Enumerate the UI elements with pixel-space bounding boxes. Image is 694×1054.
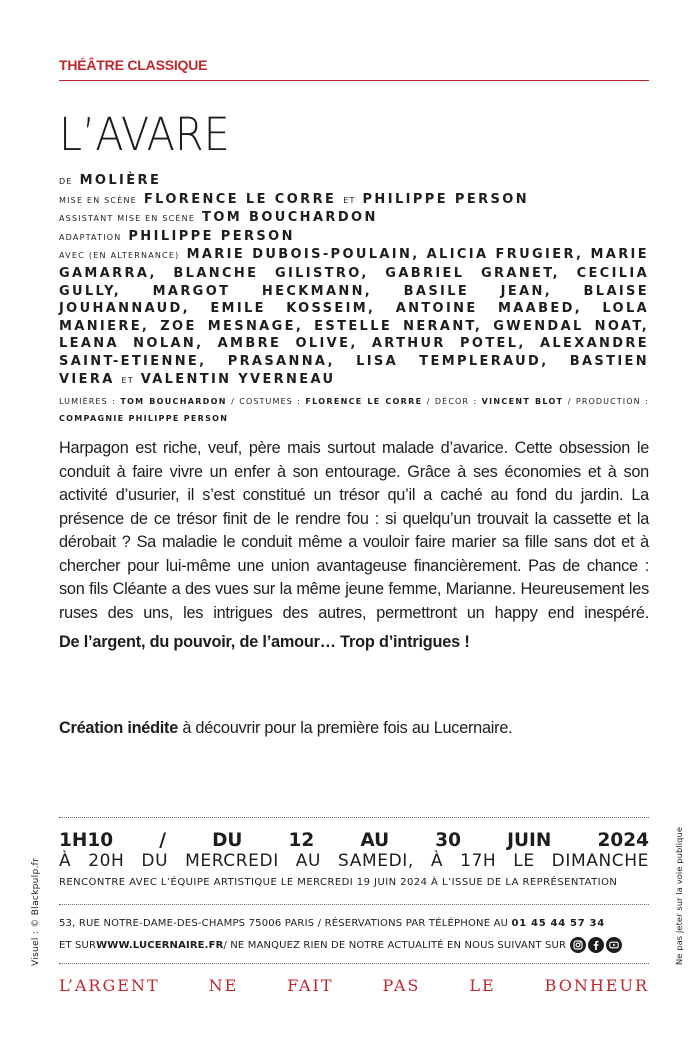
run-dates: 1H10 / DU 12 AU 30 JUIN 2024 <box>59 830 649 851</box>
credit-director: MISE EN SCÈNE FLORENCE LE CORRE ET PHILIPPE PERSON <box>59 191 530 207</box>
dotted-divider-middle <box>59 904 649 905</box>
credit-assistant: ASSISTANT MISE EN SCÈNE TOM BOUCHARDON <box>59 210 378 226</box>
show-times: À 20H DU MERCREDI AU SAMEDI, À 17H LE DIMANCHE <box>59 851 649 871</box>
category-label: THÉÂTRE CLASSIQUE <box>59 57 208 73</box>
credit-author: DE MOLIÈRE <box>59 173 162 188</box>
credit-technical: LUMIÈRES : TOM BOUCHARDON / COSTUMES : FLORENCE LE CORRE / DÉCOR : VINCENT BLOT / PRODUCTION : COMPAGNIE PHILIPPE PERSON <box>59 397 649 423</box>
tagline: De l’argent, du pouvoir, de l’amour… Trop d’intrigues ! <box>59 633 470 651</box>
synopsis-text: Harpagon est riche, veuf, père mais surtout malade d’avarice. Cette obsession le conduit à faire vivre un enfer à son entourage. Grâce à ses économies et à son activité d’usurier, il s’est constitué un trésor qu’il a caché au fond du jardin. La présence de ce trésor finit de le rendre fou : si quelqu’un trouvait la cassette et la dérobait ? Sa maladie le conduit même a vouloir faire marier sa fille sans dot et à chercher pour lui-même une union avantageuse financièrement. Pas de chance : son fils Cléante a des vues sur la même jeune femme, Marianne. Heureusement les ruses des uns, les intrigues des autres, permettront un happy end inespéré. <box>59 439 649 622</box>
play-title: L’AVARE <box>59 108 230 161</box>
social-icons <box>570 937 622 953</box>
facebook-icon[interactable] <box>588 937 604 953</box>
program-page <box>59 0 649 1054</box>
address-line: 53, RUE NOTRE-DAME-DES-CHAMPS 75006 PARIS / RÉSERVATIONS PAR TÉLÉPHONE AU 01 45 44 57 34 <box>59 918 605 929</box>
motto: L’ARGENT NE FAIT PAS LE BONHEUR <box>59 976 649 995</box>
website-link[interactable]: WWW.LUCERNAIRE.FR <box>96 939 224 951</box>
credits-block <box>59 172 649 427</box>
artist-meeting: RENCONTRE AVEC L’ÉQUIPE ARTISTIQUE LE MERCREDI 19 JUIN 2024 À L’ISSUE DE LA REPRÉSENTATION <box>59 877 618 888</box>
credit-adaptation: ADAPTATION PHILIPPE PERSON <box>59 228 295 244</box>
credit-cast: AVEC (EN ALTERNANCE) MARIE DUBOIS-POULAIN, ALICIA FRUGIER, MARIE GAMARRA, BLANCHE GILISTRO, GABRIEL GRANET, CECILIA GULLY, MARGOT HECKMANN, BASILE JEAN, BLAISE JOUHANNAUD, EMILE KOSSEIM, ANTOINE MAABED, LOLA MANIERE, ZOE MESNAGE, ESTELLE NERANT, GWENDAL NOAT, LEANA NOLAN, AMBRE OLIVE, ARTHUR POTEL, ALEXANDRE SAINT-ETIENNE, PRASANNA, LISA TEMPLERAUD, BASTIEN VIERA ET VALENTIN YVERNEAU <box>59 247 649 387</box>
phone-number[interactable]: 01 45 44 57 34 <box>511 918 605 929</box>
dotted-divider-bottom <box>59 963 649 964</box>
dotted-divider-top <box>59 817 649 818</box>
red-divider <box>59 80 649 81</box>
visual-credit: Visuel : © Blackpulp.fr <box>31 857 41 966</box>
youtube-icon[interactable] <box>606 937 622 953</box>
website-line: ET SUR WWW.LUCERNAIRE.FR / NE MANQUEZ RIEN DE NOTRE ACTUALITÉ EN NOUS SUIVANT SUR <box>59 937 649 953</box>
litter-notice: Ne pas jeter sur la voie publique <box>674 826 684 965</box>
creation-note: Création inédite à découvrir pour la première fois au Lucernaire. <box>59 719 513 737</box>
instagram-icon[interactable] <box>570 937 586 953</box>
